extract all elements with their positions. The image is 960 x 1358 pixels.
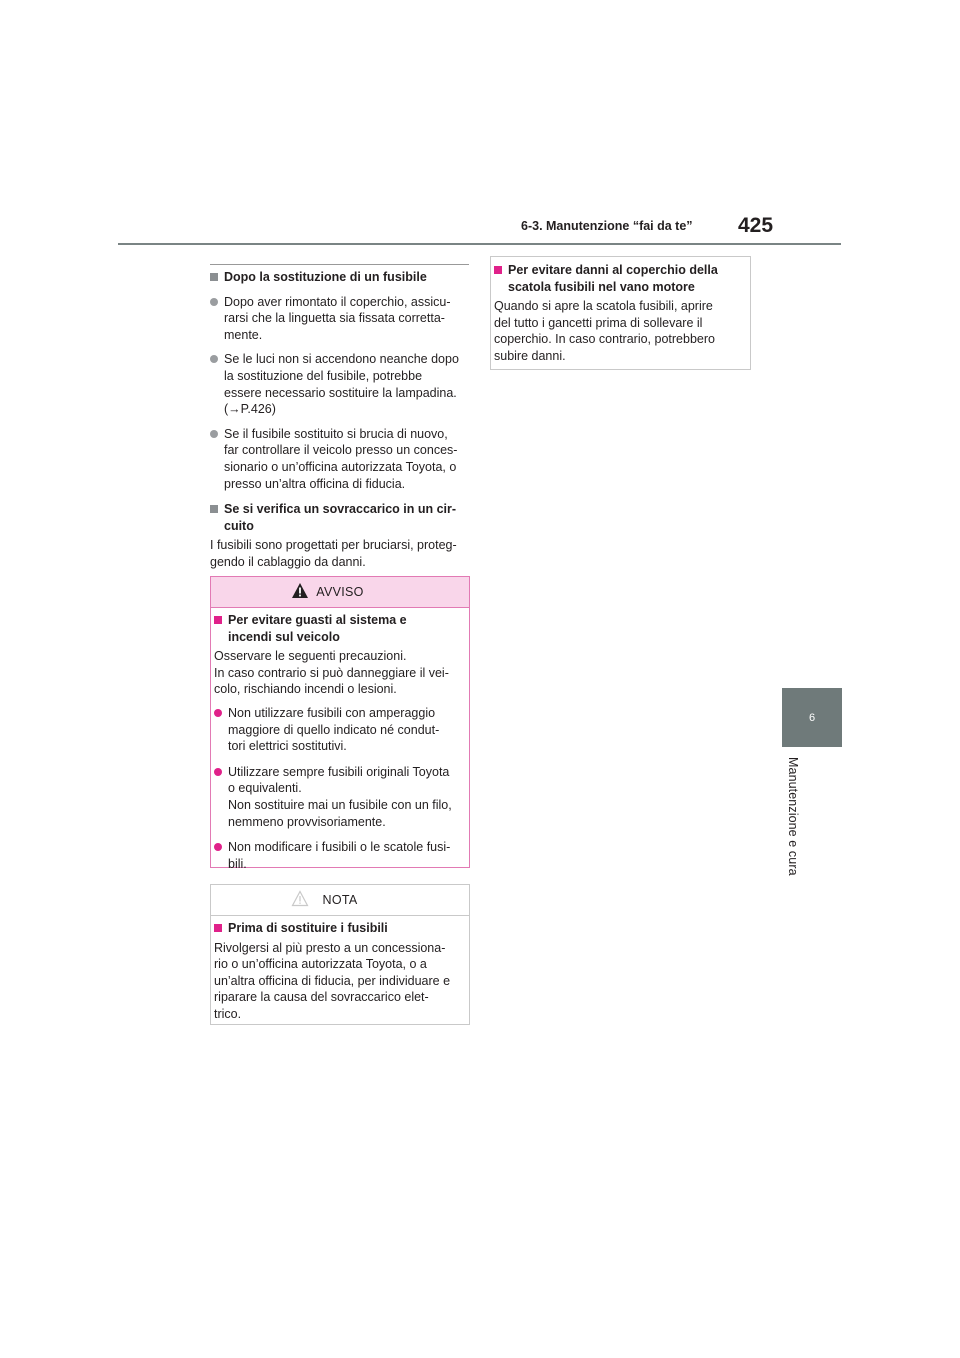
list-item: Utilizzare sempre fusibili originali Toyota o equivalenti. Non sostituire mai un fusibile con un filo, nemmeno provvisoriamente. — [214, 764, 464, 830]
left-column — [210, 264, 469, 571]
bullet-dot-icon — [214, 768, 222, 776]
square-bullet-icon — [210, 273, 218, 281]
bullet-dot-icon — [210, 430, 218, 438]
list-item: Se il fusibile sostituito si brucia di nuovo, far controllare il veicolo presso un conces- sionario o un’officina autorizzata Toyota, o presso un’altra officina di fiducia. — [210, 426, 469, 492]
warning-header — [211, 577, 469, 608]
square-bullet-icon — [214, 924, 222, 932]
list-item: Non modificare i fusibili o le scatole fusi- bili. — [214, 839, 464, 872]
list-item: Se le luci non si accendono neanche dopo la sostituzione del fusibile, potrebbe essere necessario sostituire la lampadina. (→P.426) — [210, 351, 469, 417]
note-header — [211, 885, 469, 916]
page-number: 425 — [738, 214, 774, 237]
square-bullet-icon — [210, 505, 218, 513]
square-bullet-icon — [214, 616, 222, 624]
chapter-number: 6 — [808, 711, 816, 724]
square-bullet-icon — [494, 266, 502, 274]
paragraph: I fusibili sono progettati per bruciarsi, proteg- gendo il cablaggio da danni. — [210, 538, 457, 569]
list-item: Dopo aver rimontato il coperchio, assicu- rarsi che la linguetta sia fissata corretta- mente. — [210, 294, 469, 344]
chapter-label: Manutenzione e cura — [786, 757, 800, 876]
warning-title: AVVISO — [316, 584, 364, 599]
section-title: 6-3. Manutenzione “fai da te” — [521, 219, 693, 233]
note-heading: Prima di sostituire i fusibili — [214, 920, 464, 937]
section-heading: Se si verifica un sovraccarico in un cir- cuito — [210, 501, 469, 534]
right-paragraph: Quando si apre la scatola fusibili, aprire del tutto i gancetti prima di sollevare il coperchio. In caso contrario, potrebbero subire danni. — [494, 299, 715, 363]
warning-heading: Per evitare guasti al sistema e incendi sul veicolo — [214, 612, 464, 645]
section-divider — [210, 264, 469, 265]
right-info-box — [490, 256, 751, 370]
note-box — [210, 884, 470, 1025]
caution-triangle-icon — [291, 890, 309, 907]
page-reference-link[interactable]: (→P.426) — [224, 402, 276, 417]
list-item: Non utilizzare fusibili con amperaggio maggiore di quello indicato né condut- tori elettrici sostitutivi. — [214, 705, 464, 755]
warning-intro: Osservare le seguenti precauzioni. In caso contrario si può danneggiare il vei- colo, rischiando incendi o lesioni. — [214, 649, 449, 697]
bullet-dot-icon — [210, 355, 218, 363]
bullet-dot-icon — [214, 709, 222, 717]
bullet-dot-icon — [214, 843, 222, 851]
warning-box — [210, 576, 470, 871]
section-heading: Dopo la sostituzione di un fusibile — [210, 269, 469, 286]
header-rule — [118, 243, 841, 245]
note-title: NOTA — [322, 892, 358, 907]
chapter-tab — [782, 688, 842, 747]
warning-triangle-icon — [291, 582, 309, 599]
right-heading: Per evitare danni al coperchio della scatola fusibili nel vano motore — [494, 262, 745, 295]
bullet-dot-icon — [210, 298, 218, 306]
note-paragraph: Rivolgersi al più presto a un concessiona- rio o un’officina autorizzata Toyota, o a un’altra officina di fiducia, per individuare e riparare la causa del sovraccarico elet- trico. — [214, 940, 451, 1021]
